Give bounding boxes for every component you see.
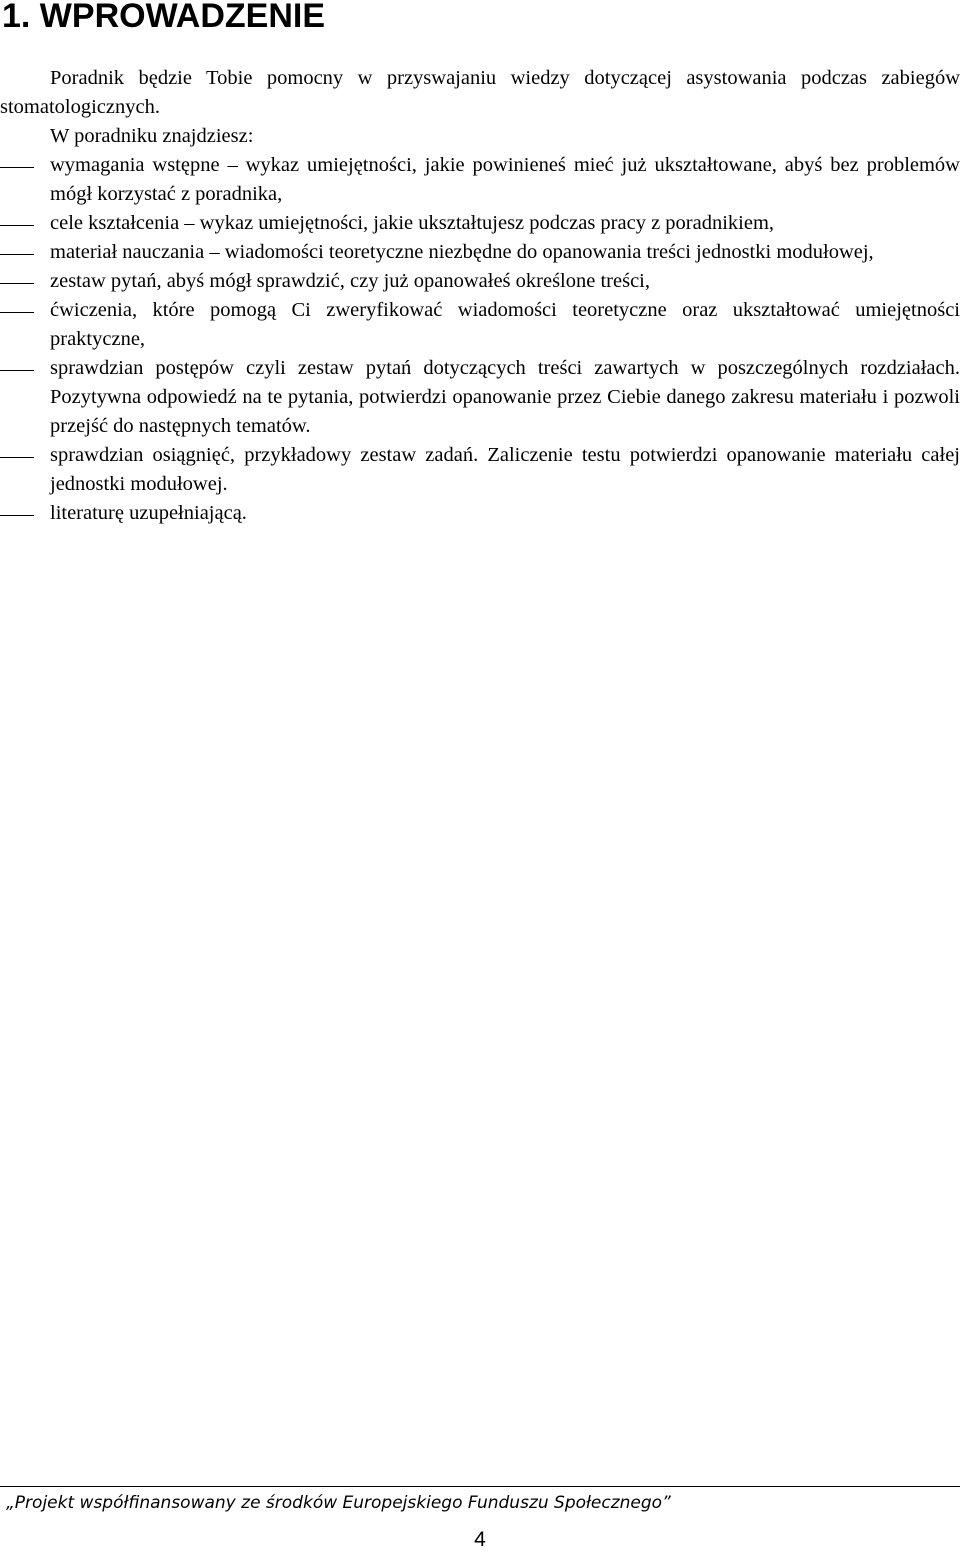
list-item — [0, 499, 960, 528]
list-intro: W poradniku znajdziesz: — [50, 125, 254, 147]
list-item-text: zestaw pytań, abyś mógł sprawdzić, czy już opanowałeś określone treści, — [50, 270, 650, 292]
list-item — [0, 296, 960, 354]
list-item-text: wymagania wstępne – wykaz umiejętności, jakie powinieneś mieć już ukształtowane, abyś bez problemów mógł korzystać z poradnika, — [50, 154, 960, 205]
footer-divider — [0, 1486, 960, 1487]
list-item — [0, 441, 960, 499]
list-item — [0, 238, 960, 267]
list-item-text: cele kształcenia – wykaz umiejętności, jakie ukształtujesz podczas pracy z poradnikiem, — [50, 212, 775, 234]
list-item — [0, 267, 960, 296]
list-item-text: ćwiczenia, które pomogą Ci zweryfikować wiadomości teoretyczne oraz ukształtować umiejętności praktyczne, — [50, 299, 960, 350]
intro-paragraph: Poradnik będzie Tobie pomocny w przyswajaniu wiedzy dotyczącej asystowania podczas zabiegów stomatologicznych. — [0, 67, 960, 118]
list-item-text: materiał nauczania – wiadomości teoretyczne niezbędne do opanowania treści jednostki modułowej, — [50, 241, 874, 263]
list-item — [0, 151, 960, 209]
document-body — [0, 64, 960, 528]
contents-list — [0, 151, 960, 528]
list-item-text: literaturę uzupełniającą. — [50, 502, 247, 524]
list-item — [0, 209, 960, 238]
page-heading: 1. WPROWADZENIE — [2, 0, 326, 35]
footer-project-note: „Projekt współfinansowany ze środków Europejskiego Funduszu Społecznego” — [6, 1493, 671, 1513]
page-number: 4 — [474, 1528, 486, 1551]
list-item-text: sprawdzian osiągnięć, przykładowy zestaw zadań. Zaliczenie testu potwierdzi opanowanie materiału całej jednostki modułowej. — [50, 444, 960, 495]
list-item — [0, 354, 960, 441]
list-item-text: sprawdzian postępów czyli zestaw pytań dotyczących treści zawartych w poszczególnych rozdziałach. Pozytywna odpowiedź na te pytania, potwierdzi opanowanie przez Ciebie danego zakresu materiału i pozwoli przejść do następnych tematów. — [50, 357, 960, 437]
